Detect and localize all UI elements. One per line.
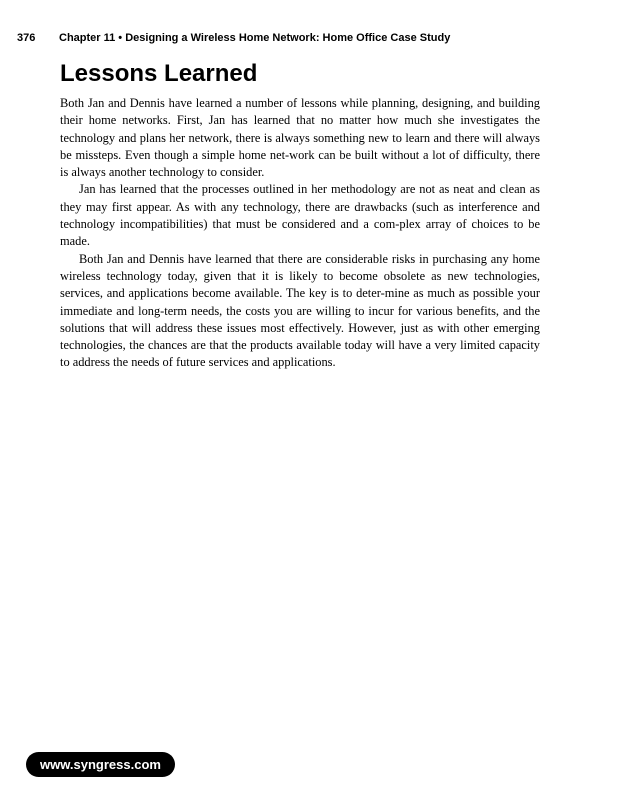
running-head — [17, 32, 597, 44]
paragraph: Both Jan and Dennis have learned a number of lessons while planning, designing, and building their home networks. First, Jan has learned that no matter how much she investigates the technology and plans her network, there is always something new to learn and there will always be missteps. Even though a simple home net-work can be built without a lot of difficulty, there is always another technology to consider. — [60, 96, 540, 180]
page-number: 376 — [17, 32, 36, 44]
chapter-title: Chapter 11 • Designing a Wireless Home Network: Home Office Case Study — [59, 32, 451, 44]
paragraph: Jan has learned that the processes outlined in her methodology are not as neat and clean as they may first appear. As with any technology, there are drawbacks (such as interference and technology incompatibilities) that must be considered and a com-plex array of choices to be made. — [60, 182, 540, 249]
section-title: Lessons Learned — [60, 60, 258, 87]
body-text — [60, 95, 540, 372]
website-link[interactable]: www.syngress.com — [26, 752, 175, 777]
paragraph: Both Jan and Dennis have learned that there are considerable risks in purchasing any home wireless technology today, given that it is likely to become obsolete as new technologies, services, and applications become available. The key is to deter-mine as much as possible your immediate and long-term needs, the costs you are willing to incur for various benefits, and the solutions that will address these issues most effectively. However, just as with other emerging technologies, the chances are that the products available today will have a very limited capacity to address the needs of future services and applications. — [60, 251, 540, 370]
